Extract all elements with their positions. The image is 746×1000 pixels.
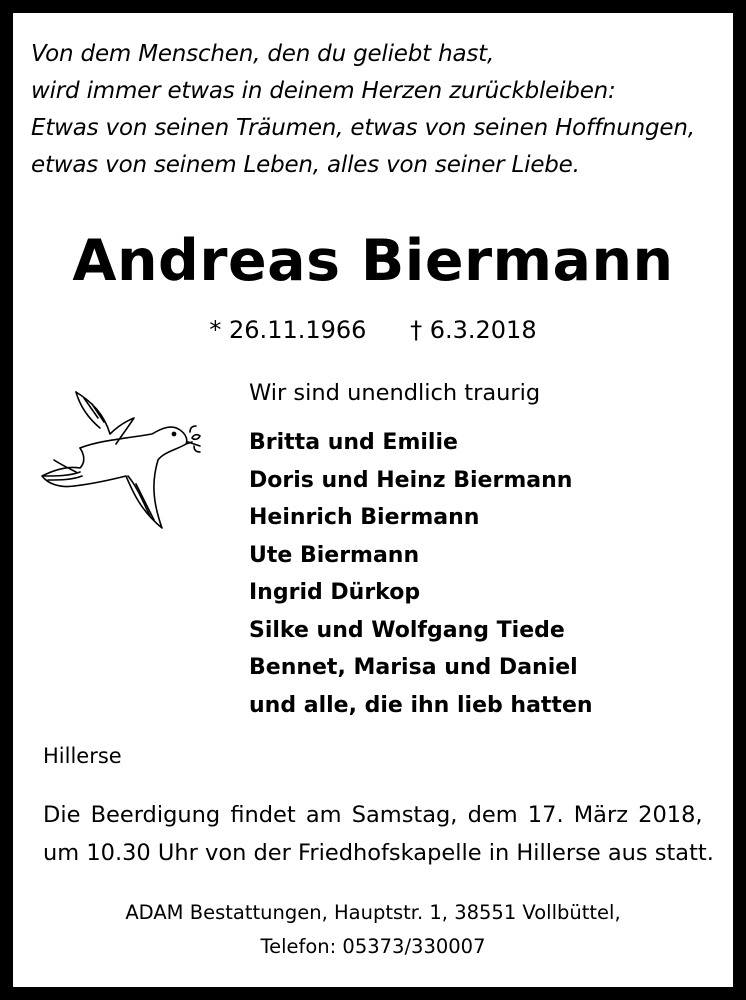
- dove-with-olive-branch-icon: [40, 388, 202, 530]
- death-date: † 6.3.2018: [410, 316, 537, 344]
- birth-date: * 26.11.1966: [209, 316, 367, 344]
- mourner: und alle, die ihn lieb hatten: [249, 692, 593, 718]
- mourner: Bennet, Marisa und Daniel: [249, 655, 578, 680]
- mourner: Ingrid Dürkop: [249, 580, 421, 605]
- poem-line: wird immer etwas in deinem Herzen zurückbleiben:: [31, 78, 616, 104]
- mourner: Silke und Wolfgang Tiede: [249, 617, 565, 643]
- life-dates: [0, 316, 746, 344]
- poem: [31, 36, 711, 184]
- undertaker-info: [0, 896, 746, 964]
- poem-line: Etwas von seinen Träumen, etwas von seinen Hoffnungen,: [31, 115, 695, 141]
- mourner: Ute Biermann: [249, 542, 420, 568]
- funeral-time-line: um 10.30 Uhr von der Friedhofskapelle in Hillerse aus statt.: [43, 840, 714, 866]
- undertaker-address: ADAM Bestattungen, Hauptstr. 1, 38551 Vollbüttel,: [125, 901, 621, 924]
- mourner: Britta und Emilie: [249, 430, 458, 455]
- undertaker-phone: Telefon: 05373/330007: [260, 935, 486, 958]
- deceased-name: Andreas Biermann: [72, 228, 674, 294]
- funeral-info: [43, 796, 713, 872]
- poem-line: etwas von seinem Leben, alles von seiner Liebe.: [31, 152, 580, 178]
- mourner: Heinrich Biermann: [249, 505, 480, 530]
- funeral-date-line: Die Beerdigung findet am Samstag, dem 17. März 2018,: [43, 802, 703, 828]
- grief-statement: Wir sind unendlich traurig: [249, 380, 541, 406]
- mourners-list: [249, 424, 593, 724]
- place: Hillerse: [43, 744, 122, 768]
- poem-line: Von dem Menschen, den du geliebt hast,: [31, 41, 495, 67]
- mourner: Doris und Heinz Biermann: [249, 467, 573, 493]
